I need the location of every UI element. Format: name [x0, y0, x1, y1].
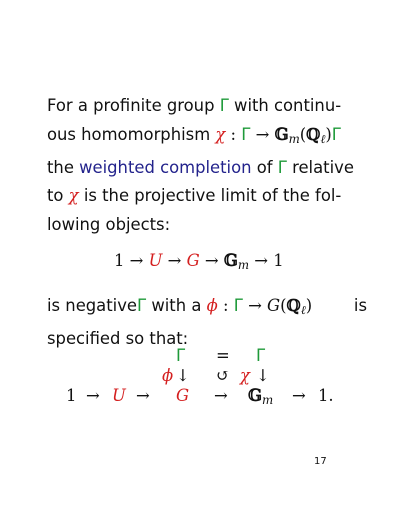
one: 1: [273, 251, 284, 270]
page-number: 17: [314, 456, 327, 467]
colon: :: [217, 296, 234, 315]
subscript: m: [262, 392, 274, 407]
arrow: →: [250, 124, 275, 144]
gm-symbol: 𝔾: [274, 124, 289, 144]
text: of: [251, 157, 278, 177]
condition-paragraph: [47, 292, 367, 354]
arrow: →: [254, 251, 269, 270]
one: 1: [114, 251, 125, 270]
para2-line1: [47, 292, 367, 325]
paren: ): [305, 296, 313, 315]
text: is: [353, 296, 367, 315]
arrow: →: [136, 386, 150, 405]
paren: (: [280, 296, 287, 315]
one: 1: [66, 386, 77, 405]
down-arrow-right: ↓: [256, 366, 270, 385]
arrow: →: [129, 251, 144, 270]
paren: (: [299, 124, 307, 144]
one-end: 1.: [318, 386, 334, 405]
weighted-completion-term: weighted completion: [79, 157, 252, 177]
paren: ): [325, 124, 332, 144]
arrow: →: [86, 386, 100, 405]
subscript: ℓ: [300, 302, 306, 317]
text: ous homomorphism: [47, 124, 216, 144]
gamma-symbol: Γ: [331, 124, 341, 144]
gamma-top-left: Γ: [176, 346, 186, 365]
chi-symbol: χ: [215, 124, 226, 144]
commute-icon: ↺: [216, 366, 230, 385]
arrow: →: [214, 386, 228, 405]
text: is the projective limit of the fol-: [78, 186, 342, 206]
text: with a: [146, 296, 207, 315]
g-symbol: G: [186, 251, 200, 270]
subscript: ℓ: [320, 131, 326, 146]
ql-symbol: ℚ: [306, 124, 321, 144]
para2-line2: [47, 325, 367, 354]
text: to: [47, 186, 69, 206]
gm-node: [248, 386, 273, 407]
text: specified so that:: [47, 328, 189, 348]
ql-symbol: ℚ: [286, 296, 301, 315]
arrow: →: [292, 386, 306, 405]
text: relative: [286, 157, 354, 177]
g-symbol: G: [176, 386, 190, 405]
gm-symbol: 𝔾: [223, 251, 238, 270]
arrow: →: [204, 251, 219, 270]
subscript: m: [237, 257, 250, 272]
u-symbol: U: [148, 251, 163, 270]
para1-line2: [47, 121, 367, 154]
text: is negative: [47, 296, 137, 315]
phi-symbol: ϕ: [206, 296, 218, 315]
para1-line4: [47, 182, 367, 211]
gamma-symbol: Γ: [241, 124, 251, 144]
arrow: →: [242, 296, 268, 315]
para1-line1: [47, 92, 367, 121]
colon: :: [225, 124, 242, 144]
text: the: [47, 157, 80, 177]
phi-label: ϕ: [162, 366, 174, 385]
intro-paragraph: [47, 92, 367, 240]
gamma-top-right: Γ: [256, 346, 266, 365]
down-arrow-left: ↓: [176, 366, 190, 385]
subscript: m: [288, 131, 300, 146]
arrow: →: [167, 251, 182, 270]
gamma-symbol: Γ: [219, 96, 229, 115]
text: lowing objects:: [47, 215, 171, 235]
text: For a profinite group: [47, 96, 220, 115]
text: with continu-: [228, 96, 342, 115]
gamma-symbol: Γ: [277, 157, 287, 177]
gamma-symbol: Γ: [137, 296, 147, 315]
exact-sequence: [114, 251, 284, 272]
equals-sign: =: [216, 346, 230, 365]
chi-label: χ: [240, 366, 250, 385]
gm-symbol: 𝔾: [248, 386, 262, 405]
u-symbol: U: [112, 386, 126, 405]
chi-symbol: χ: [68, 186, 79, 206]
para1-line5: [47, 211, 367, 240]
gamma-symbol: Γ: [233, 296, 243, 315]
para1-line3: [47, 154, 367, 183]
g-symbol: G: [267, 296, 281, 315]
